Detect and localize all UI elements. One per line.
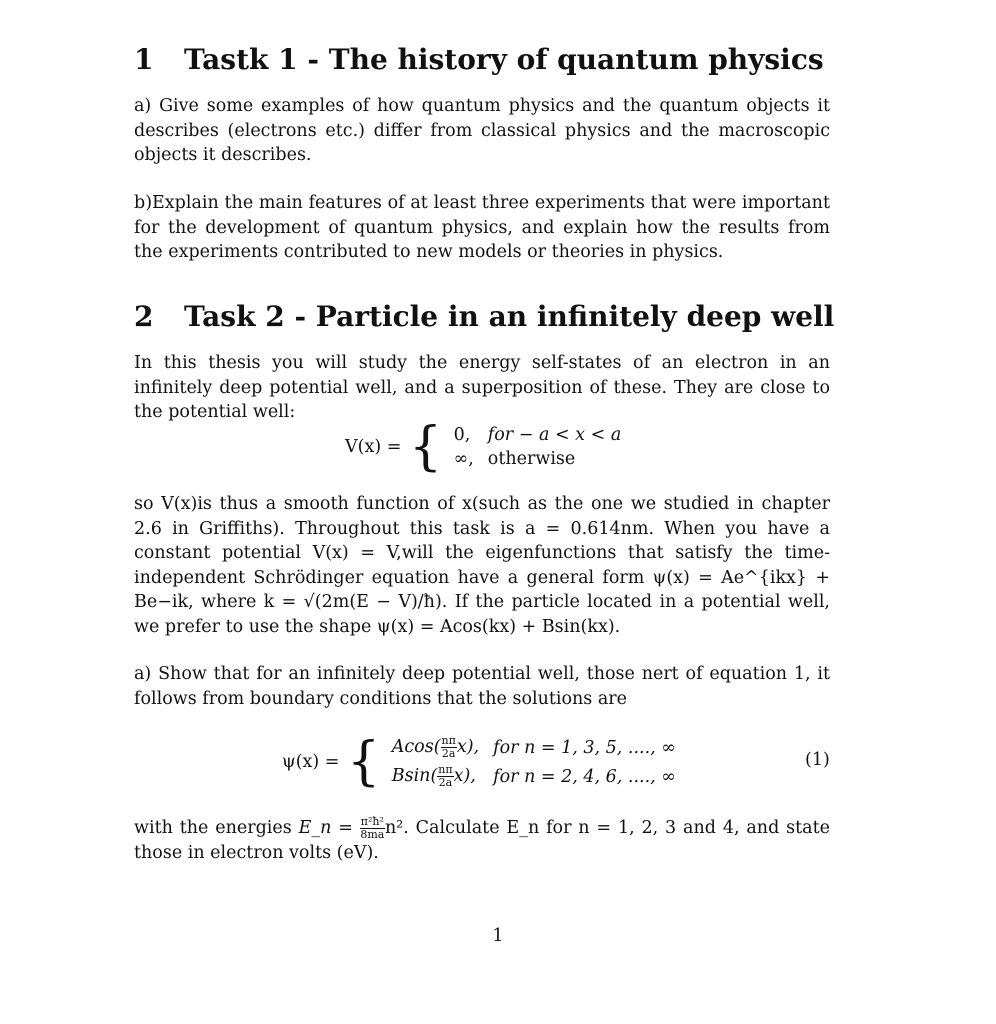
energies-prefix: with the energies: [134, 818, 292, 838]
section-2-number: 2: [134, 300, 154, 333]
wavefunction-case-1-condition: for n = 1, 3, 5, ...., ∞: [493, 737, 676, 758]
section-2-intro: In this thesis you will study the energy self-states of an electron in an infinitely deep potential well, and a superposition of these. They are close to the potential well:: [134, 353, 830, 422]
wavefunction-equation: [282, 732, 690, 792]
wavefunction-case-2-suffix: x),: [453, 766, 476, 786]
left-brace: {: [408, 417, 443, 477]
fraction-numerator: nπ: [438, 763, 453, 776]
energies-fraction-denominator: 8ma: [360, 828, 385, 841]
wavefunction-case-1-suffix: x),: [456, 737, 480, 757]
energies-lhs: E_n =: [298, 818, 353, 838]
page-number: 1: [492, 926, 504, 946]
wavefunction-case-2-condition: for n = 2, 4, 6, ...., ∞: [493, 766, 676, 787]
section-2-title: Task 2 - Particle in an infinitely deep well: [184, 300, 835, 333]
fraction-denominator: 2a: [438, 776, 453, 789]
equation-number: (1): [805, 750, 830, 770]
wavefunction-case-1-prefix: Acos(: [391, 737, 441, 757]
fraction: [437, 764, 453, 789]
potential-equation: [345, 417, 635, 477]
section-1-title: Tastk 1 - The history of quantum physics: [184, 43, 824, 76]
potential-case-2-condition: otherwise: [487, 449, 576, 469]
section-2-smooth-function-paragraph: so V(x)is thus a smooth function of x(such as the one we studied in chapter 2.6 in Griffiths). Throughout this task is a = 0.614nm. When you have a constant potential V(x) = V,will the eigenfunctions that satisfy the time-independent Schrödinger equation have a general form ψ(x) = Ae^{ikx} + Be−ik, where k = √(2m(E − V)/ħ). If the particle located in a potential well, we prefer to use the shape ψ(x) = Acos(kx) + Bsin(kx).: [134, 494, 830, 637]
section-2-energies-paragraph: [134, 816, 830, 866]
potential-cases: [452, 422, 636, 472]
energies-fraction: [360, 816, 385, 841]
section-2-heading: [134, 299, 834, 335]
wavefunction-case-2-prefix: Bsin(: [391, 766, 438, 786]
left-brace: {: [347, 732, 381, 792]
fraction: [441, 735, 457, 760]
wavefunction-cases: [390, 732, 690, 792]
wavefunction-lhs: ψ(x) =: [282, 752, 340, 772]
fraction-numerator: nπ: [441, 734, 456, 747]
fraction-denominator: 2a: [441, 747, 456, 760]
section-1-paragraph-a: a) Give some examples of how quantum physics and the quantum objects it describes (electrons etc.) differ from classical physics and the macroscopic objects it describes.: [134, 96, 830, 165]
section-1-paragraph-b: b)Explain the main features of at least three experiments that were important for the development of quantum physics, and explain how the results from the experiments contributed to new models or theories in physics.: [134, 193, 830, 262]
potential-case-1-value: 0,: [453, 425, 471, 445]
potential-case-1-condition: for − a < x < a: [487, 425, 622, 445]
section-1-number: 1: [134, 43, 154, 76]
potential-lhs: V(x) =: [345, 437, 402, 457]
energies-rest: n². Calculate E_n for n = 1, 2, 3 and 4, and state those in electron volts (eV).: [134, 818, 830, 863]
section-1-heading: [134, 42, 824, 78]
section-2-paragraph-a: a) Show that for an infinitely deep potential well, those nert of equation 1, it follows from boundary conditions that the solutions are: [134, 664, 830, 709]
potential-case-2-value: ∞,: [453, 449, 474, 469]
energies-fraction-numerator: π²ħ²: [360, 815, 384, 828]
